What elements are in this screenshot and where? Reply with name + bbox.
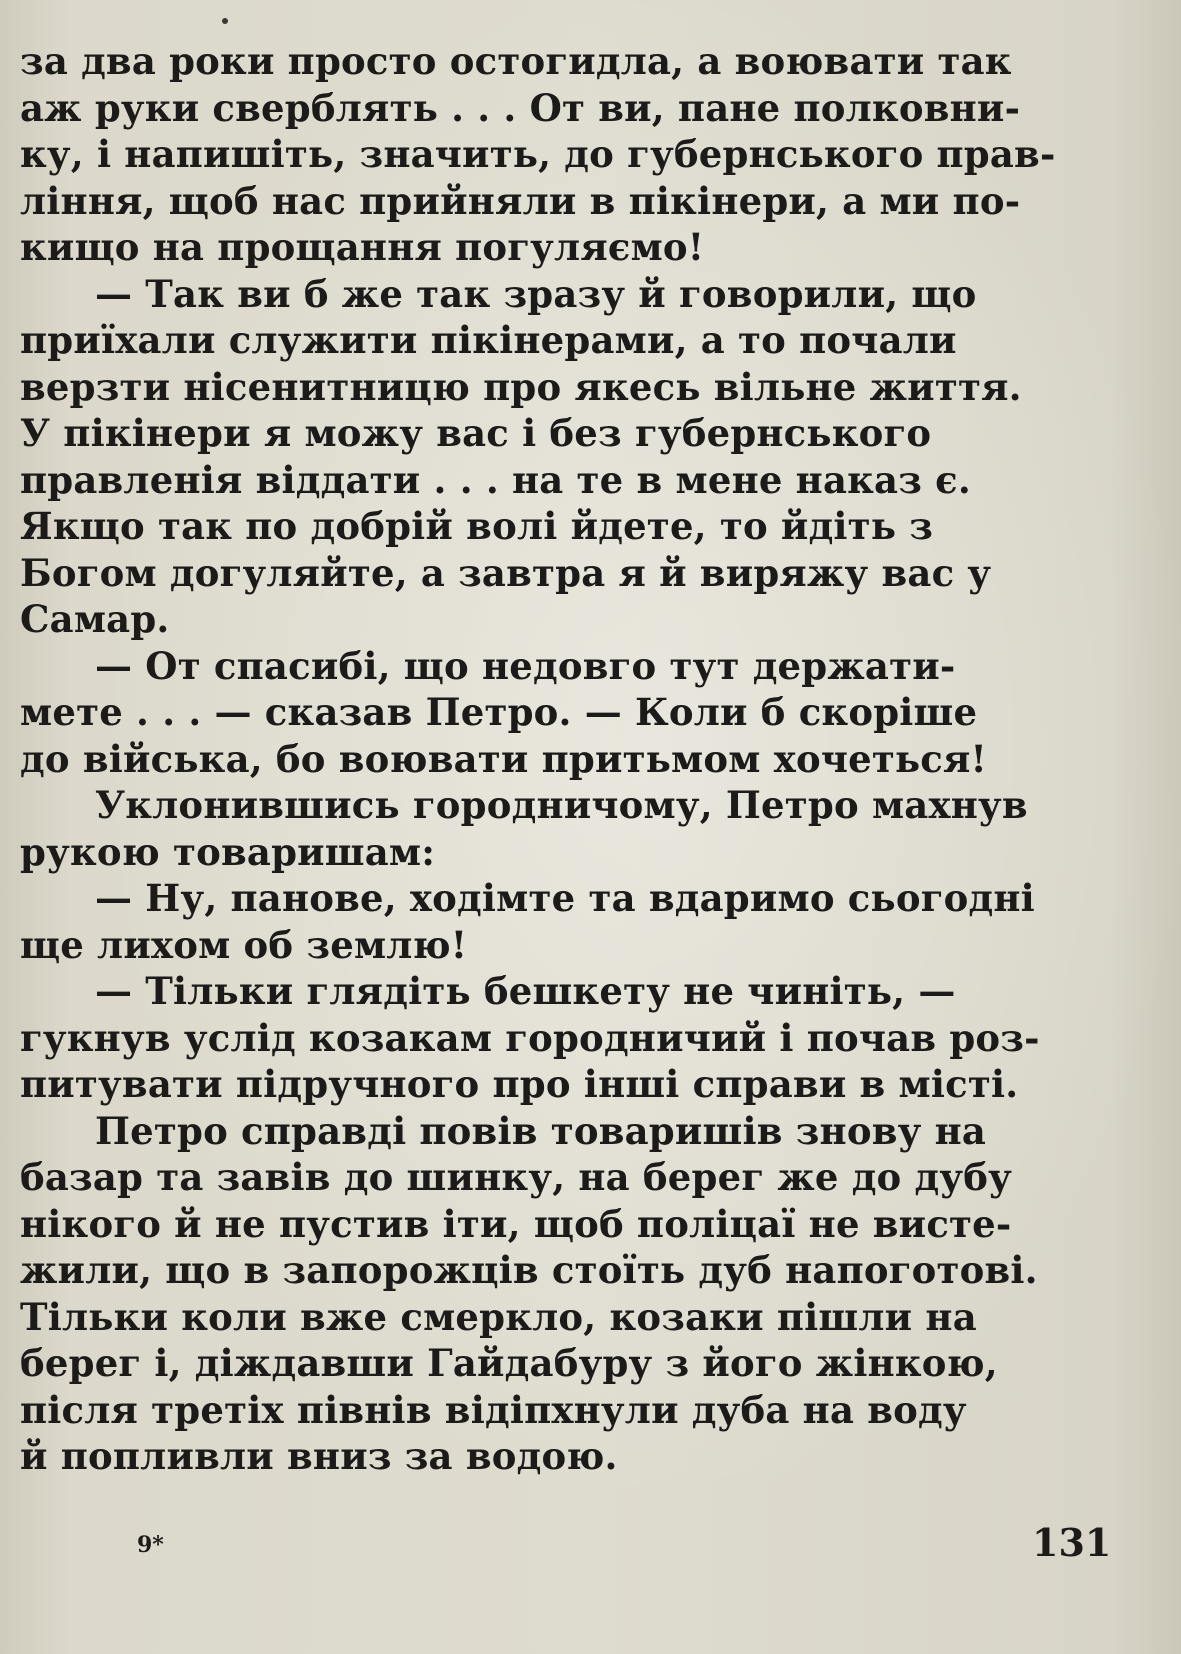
text-line: берег і, діждавши Гайдабуру з його жінкою, <box>20 1341 998 1385</box>
text-line: мете . . . — сказав Петро. — Коли б скоріше <box>20 690 978 734</box>
text-line: й попливли вниз за водою. <box>20 1434 618 1478</box>
text-line: ще лихом об землю! <box>20 922 468 967</box>
text-line: жили, що в запорожців стоїть дуб напоготові. <box>20 1248 1038 1292</box>
text-line: Самар. <box>20 597 170 641</box>
text-line: Тільки коли вже смеркло, козаки пішли на <box>20 1294 977 1339</box>
text-line: аж руки сверблять . . . От ви, пане полковни- <box>20 85 1021 130</box>
text-line: до війська, бо воювати притьмом хочеться! <box>20 736 988 781</box>
text-line: ку, і напишіть, значить, до губернського прав- <box>20 132 1056 176</box>
text-line: Петро справді повів товаришів знову на <box>95 1108 987 1153</box>
text-line: нікого й не пустив іти, щоб поліцаї не висте- <box>20 1201 1012 1246</box>
text-line: рукою товаришам: <box>20 829 436 874</box>
text-line: — Тільки глядіть бешкету не чиніть, — <box>95 969 956 1013</box>
text-line: за два роки просто остогидла, а воювати так <box>20 39 1012 83</box>
text-line: — Так ви б же так зразу й говорили, що <box>95 271 977 316</box>
text-line: приїхали служити пікінерами, а то почали <box>20 318 957 362</box>
text-line: гукнув услід козакам городничий і почав роз- <box>20 1015 1040 1060</box>
text-line: — От спасибі, що недовго тут держати- <box>95 643 956 688</box>
text-line: Якщо так по добрій волі йдете, то йдіть з <box>20 504 934 548</box>
text-line: Уклонившись городничому, Петро махнув <box>95 783 1028 827</box>
text-line: базар та завів до шинку, на берег же до дубу <box>20 1155 1013 1199</box>
text-line: кищо на прощання погуляємо! <box>20 225 705 269</box>
text-line: правленія віддати . . . на те в мене наказ є. <box>20 457 971 502</box>
text-line: верзти нісенитницю про якесь вільне життя. <box>20 364 1022 409</box>
ink-speck <box>222 18 228 24</box>
text-line: після третіх півнів відіпхнули дуба на воду <box>20 1387 967 1432</box>
text-line: ління, щоб нас прийняли в пікінери, а ми по- <box>20 178 1021 223</box>
text-line: У пікінери я можу вас і без губернського <box>20 411 932 455</box>
text-line: Богом догуляйте, а завтра я й виряжу вас у <box>20 550 992 595</box>
text-line: — Ну, панове, ходімте та вдаримо сьогодні <box>95 876 1035 920</box>
body-text <box>20 38 1080 1480</box>
page-number: 131 <box>1032 1520 1112 1565</box>
signature-mark: 9* <box>137 1532 164 1558</box>
text-line: питувати підручного про інші справи в місті. <box>20 1062 1019 1106</box>
